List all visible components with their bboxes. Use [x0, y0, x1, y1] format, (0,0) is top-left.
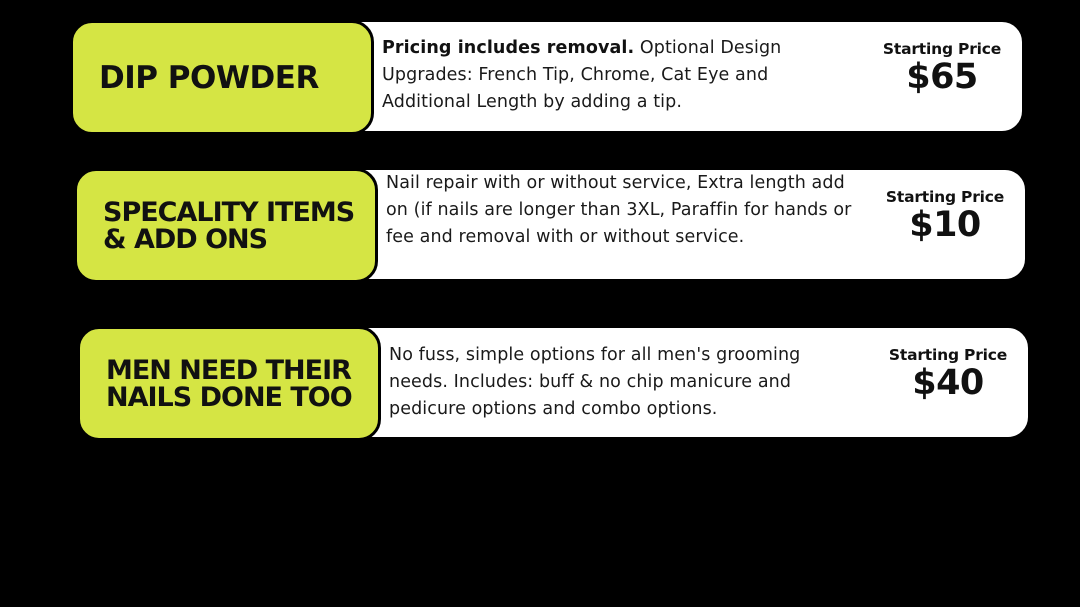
service-title: SPECALITY ITEMS & ADD ONS [103, 196, 355, 255]
service-title: MEN NEED THEIR NAILS DONE TOO [106, 354, 352, 413]
service-title-tag [77, 326, 381, 441]
price-block [875, 188, 1015, 244]
service-title-tag [74, 168, 378, 283]
price-label: Starting Price [888, 346, 1008, 364]
service-description [389, 342, 859, 423]
service-description [386, 170, 856, 251]
price-block [878, 346, 1018, 402]
price-label: Starting Price [882, 40, 1002, 58]
price-value: $10 [909, 205, 981, 245]
service-card-men-nails [77, 326, 1030, 439]
service-title: DIP POWDER [99, 59, 319, 96]
service-description-bold: Pricing includes removal. [382, 38, 635, 58]
service-description [382, 35, 822, 116]
service-card-speciality-items [74, 168, 1027, 281]
service-card-dip-powder [70, 20, 1024, 133]
service-title-tag [70, 20, 374, 135]
service-description-text: Optional Design Upgrades: French Tip, Chrome, Cat Eye and Additional Length by adding a tip. [382, 38, 782, 112]
service-description-text: No fuss, simple options for all men's grooming needs. Includes: buff & no chip manicure and pedicure options and combo options. [389, 345, 801, 419]
price-value: $40 [912, 363, 984, 403]
price-value: $65 [906, 57, 978, 97]
price-label: Starting Price [885, 188, 1005, 206]
price-block [872, 40, 1012, 96]
service-description-text: Nail repair with or without service, Extra length add on (if nails are longer than 3XL, Paraffin for hands or fee and removal with or without service. [386, 173, 852, 247]
